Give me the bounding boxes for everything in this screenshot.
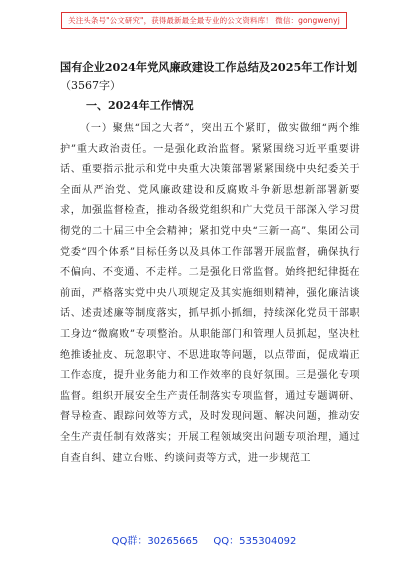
word-count: （3567字） bbox=[60, 79, 121, 92]
promo-banner bbox=[0, 8, 408, 29]
footer-qq-group: QQ群：30265665 bbox=[111, 536, 199, 547]
section-heading: 一、2024年工作情况 bbox=[86, 99, 194, 112]
footer-qq: QQ：535304092 bbox=[213, 536, 297, 547]
document-body bbox=[60, 58, 360, 469]
footer-contact bbox=[0, 532, 408, 547]
promo-banner-text: 关注头条号"公文研究"，获得最新最全最专业的公文资料库！ 微信：gongwenyj bbox=[61, 12, 347, 29]
body-paragraph: （一）聚焦“国之大者”，突出五个紧盯，做实做细“两个维护”重大政治责任。一是强化政治监督。紧紧围绕习近平重要讲话、重要指示批示和党中央重大决策部署紧紧围绕中央纪委关于全面从严治党、党风廉政建设和反腐败斗争新思想新部署新要求，加强监督检查，推动各级党组织和广大党员干部深入学习贯彻党的二十届三中全会精神；紧扣党中央“三新一高”、集团公司党委“四个体系”目标任务以及具体工作部署开展监督，确保执行不偏向、不变通、不走样。二是强化日常监督。始终把纪律挺在前面，严格落实党中央八项规定及其实施细则精神，强化廉洁谈话、述责述廉等制度落实，抓早抓小抓细，持续深化党员干部职工身边“微腐败”专项整治。从职能部门和管理人员抓起，坚决杜绝推诿扯皮、玩忽职守、不思进取等问题，以点带面，促成端正工作态度，提升业务能力和工作效率的良好氛围。三是强化专项监督。组织开展安全生产责任制落实专项监督，通过专题调研、督导检查、跟踪问效等方式，及时发现问题、解决问题，推动安全生产责任制有效落实；开展工程领域突出问题专项治理，通过自查自纠、建立台账、约谈问责等方式，进一步规范工 bbox=[60, 123, 360, 464]
document-title: 国有企业2024年党风廉政建设工作总结及2025年工作计划 bbox=[60, 60, 358, 74]
